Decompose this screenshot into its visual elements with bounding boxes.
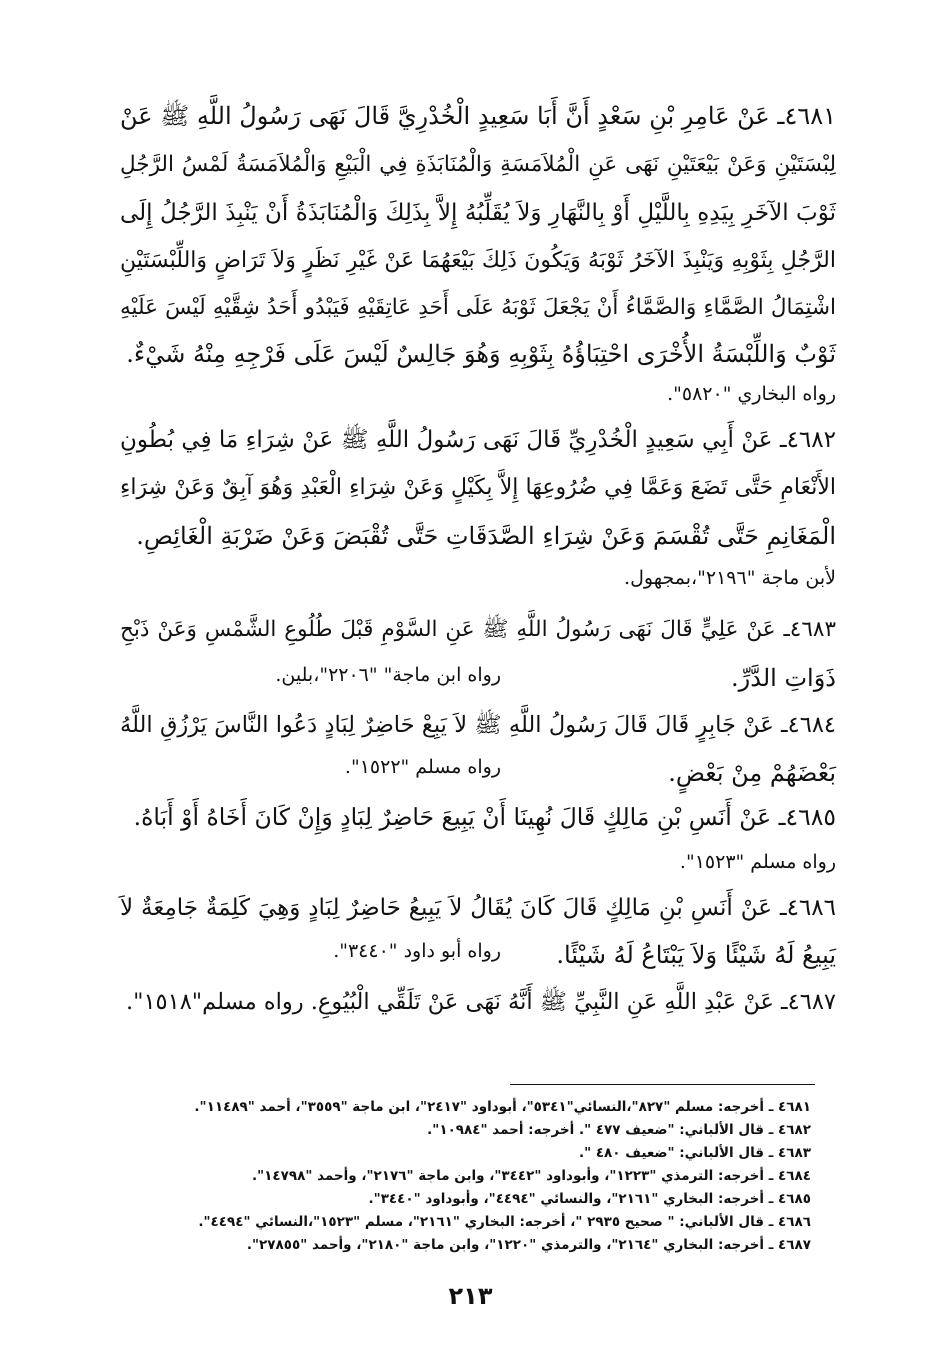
hadith-4681-line-3: ثَوْبَ الآخَرِ بِيَدِهِ بِاللَّيْلِ أَوْ بِالنَّهَارِ وَلاَ يُقَلِّبُهُ إِلاَّ بِذَلِكَ وَالْمُنَابَذَةُ أَنْ يَنْبِذَ الرَّجُلُ إِلَى — [120, 200, 836, 226]
hadith-4682-line-3: الْمَغَانِمِ حَتَّى تُقْسَمَ وَعَنْ شِرَاءِ الصَّدَقَاتِ حَتَّى تُقْبَضَ وَعَنْ ضَرْبَةِ الْغَائِصِ. — [136, 522, 836, 550]
footnote-4683: ٤٦٨٣ ـ قال الألباني: "ضعيف ٤٨٠ ". — [578, 1145, 811, 1161]
hadith-4684-line-2: بَعْضَهُمْ مِنْ بَعْضٍ. — [668, 759, 836, 787]
hadith-4686-source: رواه أبو داود "٣٤٤٠". — [333, 940, 501, 962]
hadith-4681-source: رواه البخاري "٥٨٢٠". — [667, 383, 836, 405]
hadith-4683-line-2: ذَوَاتِ الدَّرِّ. — [731, 664, 836, 692]
footnote-4682: ٤٦٨٢ ـ قال الألباني: "ضعيف ٤٧٧ ". أخرجه: أحمد "١٠٩٨٤". — [427, 1122, 811, 1138]
hadith-4685-line-1: ٤٦٨٥ـ عَنْ أَنَسِ بْنِ مَالِكٍ قَالَ نُهِينَا أَنْ يَبِيعَ حَاضِرٌ لِبَادٍ وَإِنْ كَانَ أَخَاهُ أَوْ أَبَاهُ. — [133, 803, 836, 831]
hadith-4682-source: لأبن ماجة "٢١٩٦"،بمجهول. — [624, 567, 836, 589]
hadith-4686-line-2: يَبِيعُ لَهُ شَيْئًا وَلاَ يَبْتَاعُ لَهُ شَيْئًا. — [556, 941, 836, 969]
hadith-4683-line-1: ٤٦٨٣ـ عَنْ عَلِيٍّ قَالَ نَهَى رَسُولُ اللَّهِ ﷺ عَنِ السَّوْمِ قَبْلَ طُلُوعِ الشَّمْسِ وَعَنْ ذَبْحِ — [120, 617, 836, 642]
hadith-4681-line-5: اشْتِمَالُ الصَّمَّاءِ وَالصَّمَّاءُ أَنْ يَجْعَلَ ثَوْبَهُ عَلَى أَحَدِ عَاتِقَيْهِ فَيَبْدُو أَحَدُ شِقَّيْهِ لَيْسَ عَلَيْهِ — [120, 295, 836, 320]
hadith-4682-line-2: الأَنْعَامِ حَتَّى تَضَعَ وَعَمَّا فِي ضُرُوعِهَا إِلاَّ بِكَيْلٍ وَعَنْ شِرَاءِ الْعَبْدِ وَهُوَ آبِقٌ وَعَنْ شِرَاءِ — [120, 475, 836, 500]
footnote-4684: ٤٦٨٤ ـ أخرجه: الترمذي "١٢٢٣"، وأبوداود "٣٤٤٢"، وابن ماجة "٢١٧٦"، وأحمد "١٤٧٩٨". — [251, 1168, 811, 1184]
hadith-4683-source: رواه ابن ماجة" "٢٢٠٦"،بلين. — [275, 664, 501, 686]
footnote-4681: ٤٦٨١ ـ أخرجه: مسلم "٨٢٧"،النسائي"٥٣٤١"، أبوداود "٢٤١٧"، ابن ماجة "٣٥٥٩"، أحمد "١١٤٨٩". — [194, 1099, 811, 1115]
hadith-4681-line-1: ٤٦٨١ـ عَنْ عَامِرِ بْنِ سَعْدٍ أَنَّ أَبَا سَعِيدٍ الْخُدْرِيَّ قَالَ نَهَى رَسُولُ اللَّهِ ﷺ عَنْ — [120, 102, 836, 130]
hadith-4686-line-1: ٤٦٨٦ـ عَنْ أَنَسِ بْنِ مَالِكٍ قَالَ كَانَ يُقَالُ لاَ يَبِيعُ حَاضِرٌ لِبَادٍ وَهِيَ كَلِمَةٌ جَامِعَةٌ لاَ — [120, 895, 836, 921]
footnote-divider — [510, 1084, 815, 1085]
hadith-4685-source: رواه مسلم "١٥٢٣". — [679, 851, 836, 873]
hadith-4681-line-4: الرَّجُلِ بِثَوْبِهِ وَيَنْبِذَ الآخَرُ ثَوْبَهُ وَيَكُونَ ذَلِكَ بَيْعَهُمَا عَنْ غَيْرِ نَظَرٍ وَلاَ تَرَاضٍ وَاللِّبْسَتَيْنِ — [120, 248, 836, 273]
hadith-4682-line-1: ٤٦٨٢ـ عَنْ أَبِي سَعِيدٍ الْخُدْرِيِّ قَالَ نَهَى رَسُولُ اللَّهِ ﷺ عَنْ شِرَاءِ مَا فِي بُطُونِ — [120, 427, 836, 453]
hadith-4681-line-6: ثَوْبٌ وَاللِّبْسَةُ الأُخْرَى احْتِبَاؤُهُ بِثَوْبِهِ وَهُوَ جَالِسٌ لَيْسَ عَلَى فَرْجِهِ مِنْهُ شَيْءٌ. — [126, 340, 836, 368]
hadith-4684-line-1: ٤٦٨٤ـ عَنْ جَابِرٍ قَالَ قَالَ رَسُولُ اللَّهِ ﷺ لاَ يَبِعْ حَاضِرٌ لِبَادٍ دَعُوا النَّاسَ يَرْزُقِ اللَّهُ — [120, 712, 836, 738]
hadith-4681-line-2: لِبْسَتَيْنِ وَعَنْ بَيْعَتَيْنِ نَهَى عَنِ الْمُلاَمَسَةِ وَالْمُنَابَذَةِ فِي الْبَيْعِ وَالْمُلاَمَسَةُ لَمْسُ الرَّجُلِ — [120, 152, 836, 177]
page-number: ٢١٣ — [448, 1282, 493, 1310]
hadith-4684-source: رواه مسلم "١٥٢٢". — [344, 756, 501, 778]
hadith-4687-line-1: ٤٦٨٧ـ عَنْ عَبْدِ اللَّهِ عَنِ النَّبِيِّ ﷺ أَنَّهُ نَهَى عَنْ تَلَقِّي الْبُيُوعِ. رواه مسلم"١٥١٨". — [125, 989, 836, 1015]
footnote-4687: ٤٦٨٧ ـ أخرجه: البخاري "٢١٦٤"، والترمذي "١٢٢٠"، وابن ماجة "٢١٨٠"، وأحمد "٢٧٨٥٥". — [246, 1237, 811, 1253]
footnote-4685: ٤٦٨٥ ـ أخرجه: البخاري "٢١٦١"، والنسائي "٤٤٩٤"، وأبوداود "٣٤٤٠". — [368, 1191, 811, 1207]
footnote-4686: ٤٦٨٦ ـ قال الألباني: " صحيح ٢٩٣٥ "، أخرجه: البخاري "٢١٦١"، مسلم "١٥٢٣"،النسائي "٤٤٩٤". — [198, 1214, 811, 1230]
